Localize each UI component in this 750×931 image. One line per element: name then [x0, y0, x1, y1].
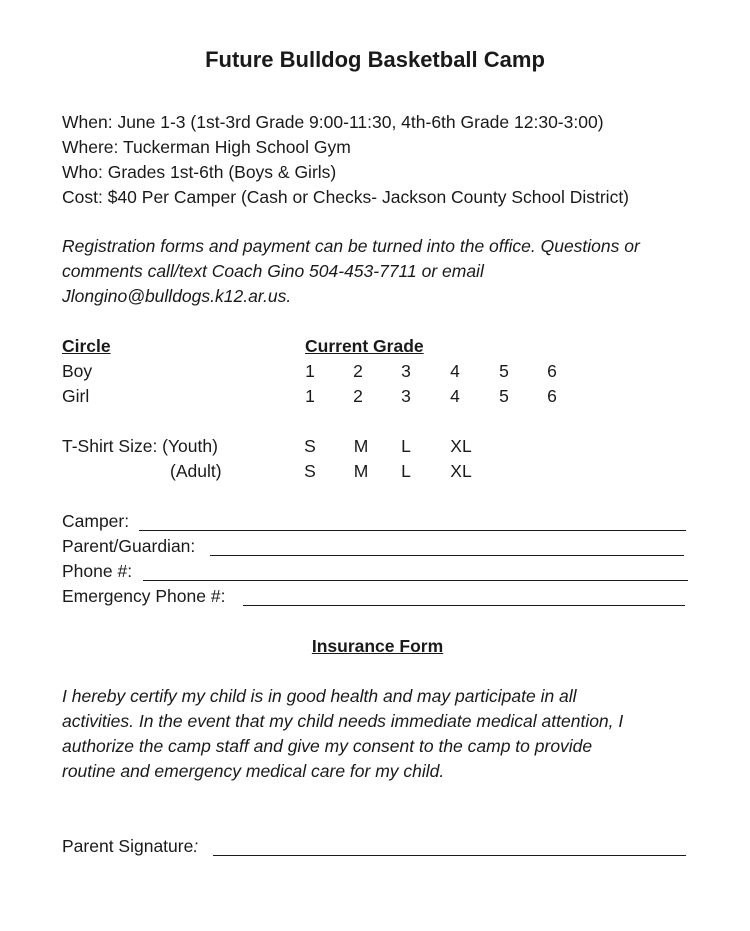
camper-field[interactable] — [139, 530, 686, 531]
signature-colon: : — [193, 836, 199, 856]
boy-grade-6[interactable]: 6 — [547, 361, 557, 381]
page-title: Future Bulldog Basketball Camp — [205, 47, 545, 72]
signature-field[interactable] — [213, 855, 686, 856]
boy-grade-5[interactable]: 5 — [499, 361, 509, 381]
registration-note-line-2: comments call/text Coach Gino 504-453-7711 or email — [62, 261, 484, 281]
insurance-text-line-1: I hereby certify my child is in good health and may participate in all — [62, 686, 577, 706]
phone-label: Phone #: — [62, 561, 133, 581]
where-line: Where: Tuckerman High School Gym — [62, 137, 351, 157]
when-line: When: June 1-3 (1st-3rd Grade 9:00-11:30, 4th-6th Grade 12:30-3:00) — [62, 112, 604, 132]
insurance-text-line-3: authorize the camp staff and give my consent to the camp to provide — [62, 736, 593, 756]
insurance-heading: Insurance Form — [311, 636, 444, 656]
parent-field[interactable] — [210, 555, 684, 556]
youth-size-s[interactable]: S — [304, 436, 316, 456]
insurance-text-line-2: activities. In the event that my child needs immediate medical attention, I — [62, 711, 624, 731]
current-grade-header: Current Grade — [305, 336, 424, 356]
girl-grade-5[interactable]: 5 — [499, 386, 509, 406]
boy-grade-2[interactable]: 2 — [353, 361, 363, 381]
tshirt-adult-label: (Adult) — [170, 461, 222, 481]
girl-grade-1[interactable]: 1 — [305, 386, 315, 406]
cost-line: Cost: $40 Per Camper (Cash or Checks- Jackson County School District) — [62, 187, 630, 207]
signature-label-text: Parent Signature — [62, 836, 194, 856]
phone-field[interactable] — [143, 580, 688, 581]
youth-size-l[interactable]: L — [401, 436, 411, 456]
youth-size-m[interactable]: M — [353, 436, 369, 456]
signature-label — [62, 834, 198, 859]
registration-note-line-1: Registration forms and payment can be turned into the office. Questions or — [62, 236, 640, 256]
boy-grade-1[interactable]: 1 — [305, 361, 315, 381]
youth-size-xl[interactable]: XL — [450, 436, 472, 456]
girl-grade-2[interactable]: 2 — [353, 386, 363, 406]
girl-grade-6[interactable]: 6 — [547, 386, 557, 406]
adult-size-xl[interactable]: XL — [450, 461, 472, 481]
circle-header: Circle — [62, 336, 111, 356]
insurance-text-line-4: routine and emergency medical care for my child. — [62, 761, 445, 781]
adult-size-l[interactable]: L — [401, 461, 411, 481]
girl-grade-3[interactable]: 3 — [401, 386, 411, 406]
registration-note-line-3: Jlongino@bulldogs.k12.ar.us. — [62, 286, 292, 306]
girl-grade-4[interactable]: 4 — [450, 386, 460, 406]
boy-grade-3[interactable]: 3 — [401, 361, 411, 381]
boy-label: Boy — [62, 361, 93, 381]
parent-label: Parent/Guardian: — [62, 536, 196, 556]
who-line: Who: Grades 1st-6th (Boys & Girls) — [62, 162, 337, 182]
girl-label: Girl — [62, 386, 90, 406]
adult-size-s[interactable]: S — [304, 461, 316, 481]
emergency-phone-label: Emergency Phone #: — [62, 586, 226, 606]
adult-size-m[interactable]: M — [353, 461, 369, 481]
boy-grade-4[interactable]: 4 — [450, 361, 460, 381]
tshirt-youth-label: T-Shirt Size: (Youth) — [62, 436, 218, 456]
camper-label: Camper: — [62, 511, 130, 531]
emergency-phone-field[interactable] — [243, 605, 685, 606]
